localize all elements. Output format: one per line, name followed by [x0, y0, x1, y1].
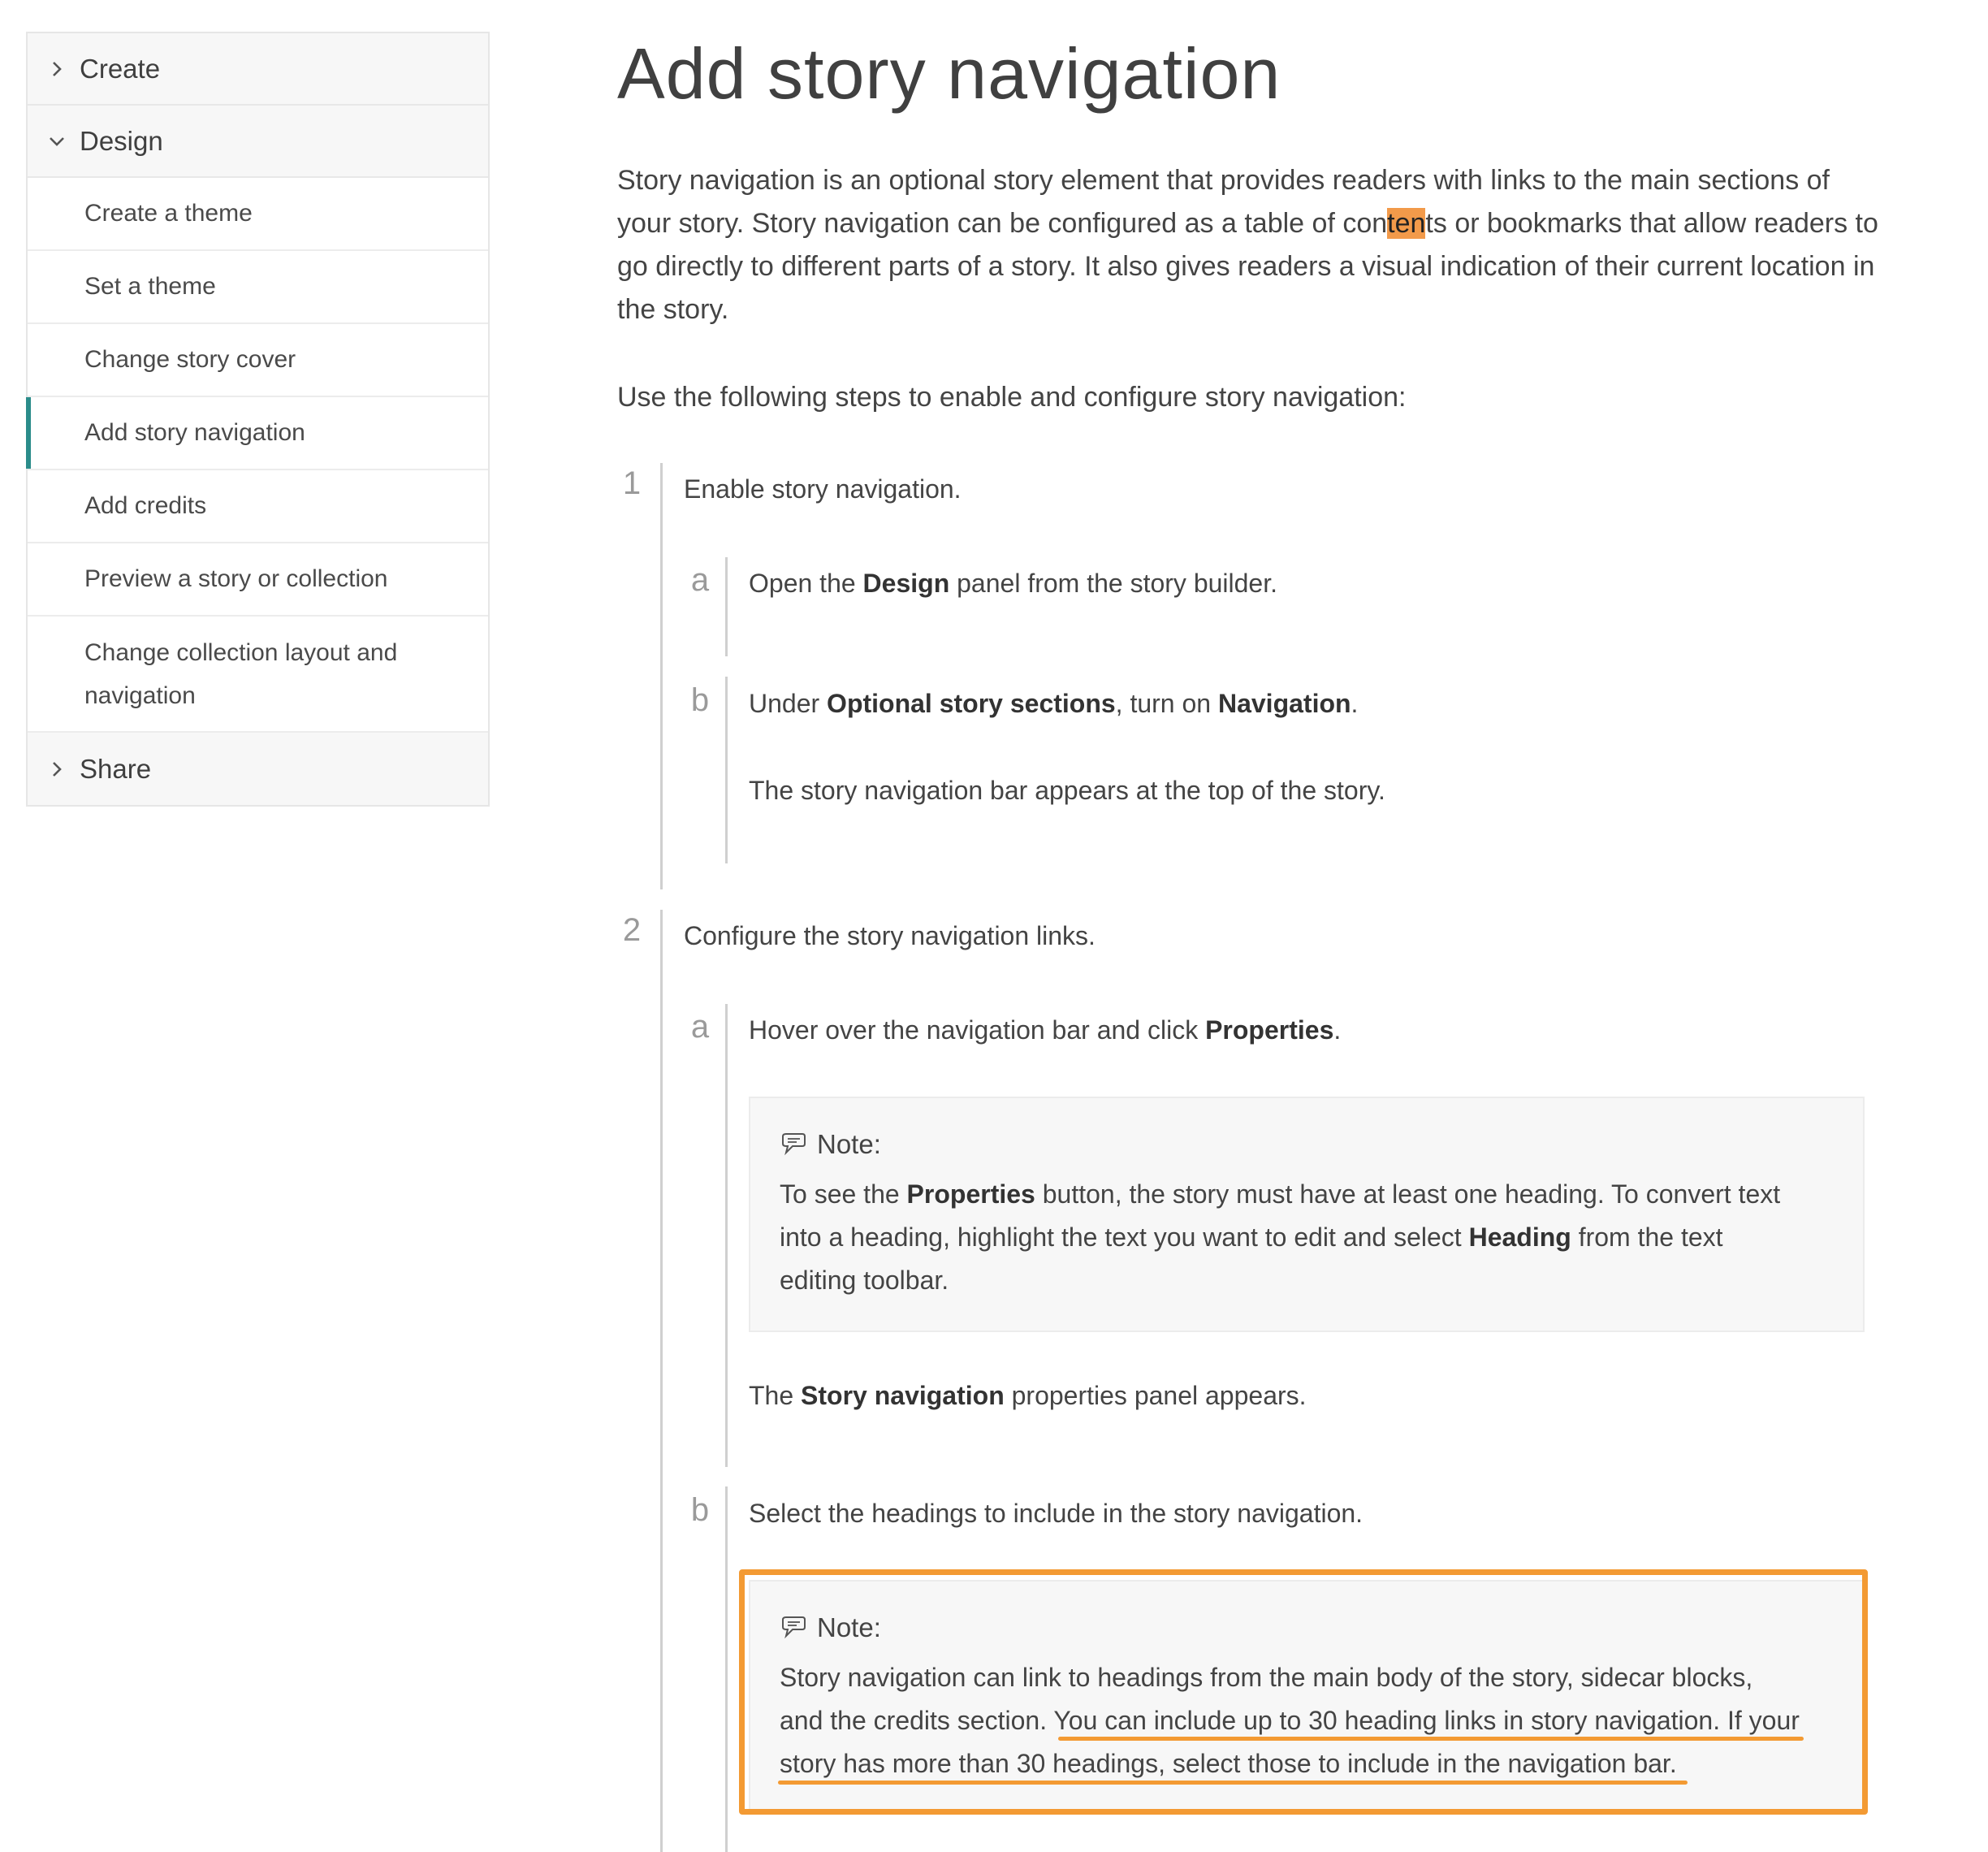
ui-term: Properties: [1205, 1015, 1334, 1045]
annotation-underline: [778, 1781, 1688, 1785]
substep-text: [749, 689, 1358, 719]
sidebar-item-change-collection-layout[interactable]: Change collection layout and navigation: [28, 617, 488, 733]
step-text: Configure the story navigation links.: [684, 921, 1096, 950]
ui-term: Heading: [1468, 1222, 1571, 1252]
sidebar-group-design[interactable]: [28, 106, 488, 178]
note-label: Note:: [817, 1129, 881, 1159]
chevron-right-icon: [44, 56, 70, 82]
text: .: [1333, 1015, 1342, 1045]
sidebar-group-share[interactable]: [28, 733, 488, 805]
step-number: 1: [622, 465, 642, 501]
substep-divider: [725, 557, 728, 656]
note-callout: [749, 1097, 1865, 1332]
sidebar-group-label: Design: [80, 125, 163, 156]
sidebar-item-change-story-cover[interactable]: Change story cover: [28, 324, 488, 397]
chevron-down-icon: [44, 128, 70, 154]
search-highlight: ten: [1387, 208, 1426, 239]
sidebar-group-label: Share: [80, 753, 152, 784]
text: Hover over the navigation bar and click: [749, 1015, 1206, 1045]
text: panel from the story builder.: [949, 569, 1277, 598]
substep-text: [749, 1015, 1341, 1045]
substep-divider: [725, 1486, 728, 1852]
text: into a heading, highlight the text you want to edit and select: [780, 1222, 1469, 1252]
substep-letter: b: [690, 682, 710, 718]
chevron-right-icon: [44, 756, 70, 782]
intro-text: Story navigation is an optional story element that provides readers with links to the main sections of your story. Story navigation can be configured as a table of con: [617, 165, 1830, 239]
lead-paragraph: Use the following steps to enable and configure story navigation:: [617, 382, 1407, 413]
ui-term: Optional story sections: [827, 689, 1116, 718]
text: Under: [749, 689, 828, 718]
sidebar-group-label: Create: [80, 53, 161, 84]
text: from the text: [1571, 1222, 1723, 1252]
step-text: Enable story navigation.: [684, 474, 962, 504]
substep-text: [749, 569, 1277, 599]
annotation-box: [739, 1569, 1868, 1815]
text: To see the: [780, 1179, 907, 1209]
ui-term: Navigation: [1217, 689, 1351, 718]
sidebar-item-set-a-theme[interactable]: Set a theme: [28, 251, 488, 324]
sidebar-item-add-story-navigation[interactable]: Add story navigation: [28, 397, 488, 470]
substep-letter: a: [690, 1009, 710, 1045]
text: properties panel appears.: [1004, 1381, 1307, 1410]
page-title: Add story navigation: [617, 33, 1281, 114]
note-line: [780, 1173, 1852, 1216]
substep-divider: [725, 677, 728, 863]
text: Open the: [749, 569, 863, 598]
step-number: 2: [622, 912, 642, 948]
note-body: [780, 1173, 1852, 1302]
ui-term: Design: [862, 569, 950, 598]
speech-bubble-icon: [780, 1132, 807, 1157]
text: and the credits section.: [780, 1706, 1054, 1735]
substep-divider: [725, 1004, 728, 1467]
sidebar-item-create-a-theme[interactable]: Create a theme: [28, 178, 488, 251]
text: The: [749, 1381, 802, 1410]
underlined-text: You can include up to 30 heading links in story navigation. If your: [1053, 1706, 1800, 1735]
substep-letter: b: [690, 1492, 710, 1528]
ui-term: Properties: [906, 1179, 1035, 1209]
note-line: story has more than 30 headings, select those to include in the navigation bar.: [780, 1749, 1677, 1778]
sidebar-item-preview-story[interactable]: Preview a story or collection: [28, 543, 488, 617]
annotation-underline: [1058, 1737, 1804, 1741]
intro-text: ts or bookmarks that allow readers to go directly to different parts of a story. It also gives readers a visual indication of their current location in the story.: [617, 208, 1878, 325]
substep-text: Select the headings to include in the story navigation.: [749, 1499, 1364, 1528]
substep-result: [749, 1381, 1307, 1411]
ui-term: Story navigation: [801, 1381, 1005, 1410]
note-line: editing toolbar.: [780, 1266, 949, 1295]
sidebar-nav: [26, 32, 490, 807]
substep-result: The story navigation bar appears at the top of the story.: [749, 776, 1385, 805]
text: button, the story must have at least one heading. To convert text: [1035, 1179, 1781, 1209]
sidebar-group-create[interactable]: [28, 33, 488, 106]
step-divider: [660, 463, 663, 889]
step-divider: [660, 910, 663, 1852]
sidebar-item-add-credits[interactable]: Add credits: [28, 470, 488, 543]
note-line: [780, 1216, 1852, 1259]
note-line: Story navigation can link to headings from the main body of the story, sidecar blocks,: [780, 1663, 1753, 1692]
substep-letter: a: [690, 562, 710, 598]
note-header: [780, 1129, 881, 1160]
note-label: Note:: [817, 1612, 881, 1642]
text: .: [1351, 689, 1359, 718]
intro-paragraph: [617, 159, 1884, 331]
text: , turn on: [1115, 689, 1218, 718]
